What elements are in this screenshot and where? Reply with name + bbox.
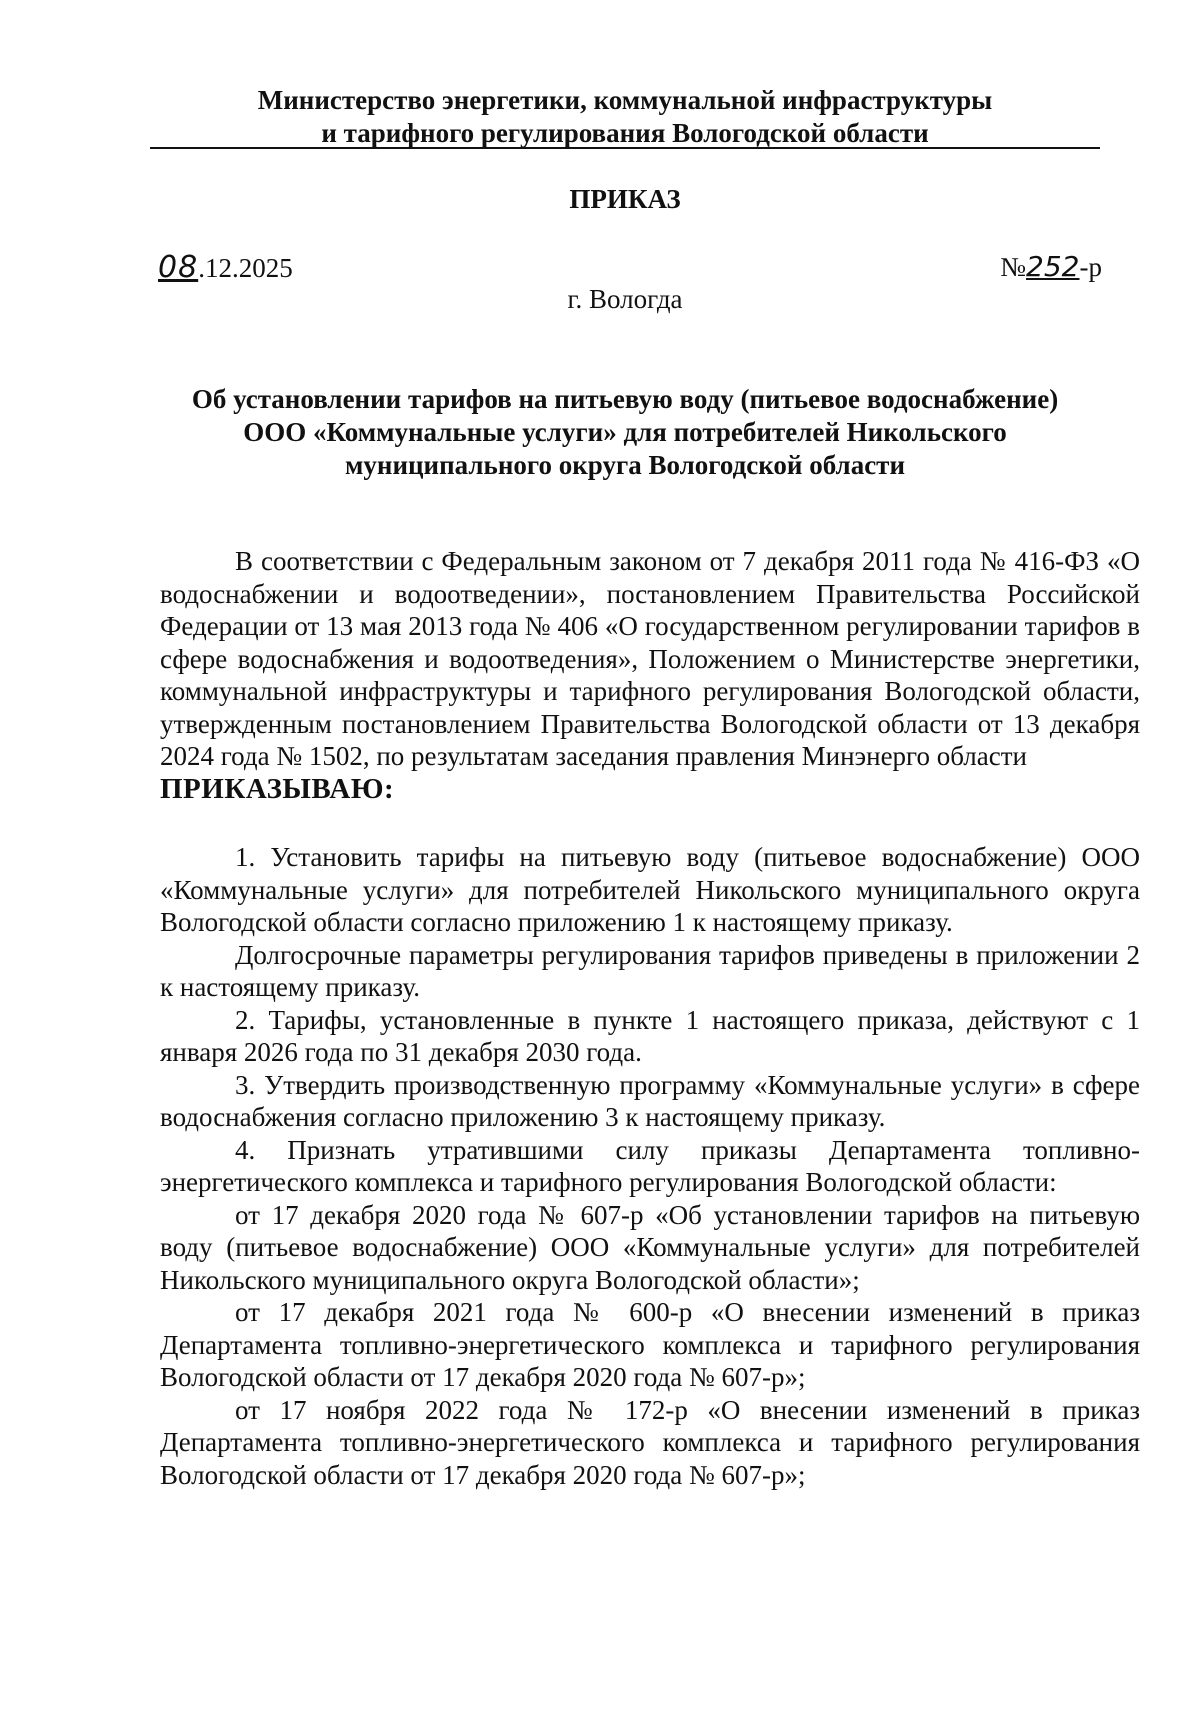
clause-paragraph: от 17 декабря 2021 года № 600-р «О внесении изменений в приказ Департамента топливно-энергетического комплекса и тарифного регулирования Вологодской области от 17 декабря 2020 года № 607-р»;: [160, 1297, 1140, 1392]
number-suffix: -р: [1079, 252, 1102, 282]
date-handwritten-day: 08: [158, 250, 199, 285]
organization-header: [150, 84, 1100, 150]
organization-name-line-1: Министерство энергетики, коммунальной инфраструктуры: [257, 85, 993, 115]
document-number: [1000, 250, 1102, 283]
number-handwritten: 252: [1026, 250, 1080, 283]
organization-name-line-2: и тарифного регулирования Вологодской области: [321, 118, 929, 148]
clause-paragraph: Долгосрочные параметры регулирования тарифов приведены в приложении 2 к настоящему приказу.: [160, 939, 1140, 1002]
order-word: ПРИКАЗЫВАЮ:: [160, 772, 395, 805]
preamble-paragraph: В соответствии с Федеральным законом от 7 декабря 2011 года № 416-ФЗ «О водоснабжении и водоотведении», постановлением Правительства Российской Федерации от 13 мая 2013 года № 406 «О государственном регулировании тарифов в сфере водоснабжения и водоотведения», Положением о Министерстве энергетики, коммунальной инфраструктуры и тарифного регулирования Вологодской области, утвержденным постановлением Правительства Вологодской области от 13 декабря 2024 года № 1502, по результатам заседания правления Минэнерго области: [160, 546, 1140, 771]
document-title: [170, 383, 1080, 482]
header-divider: [150, 147, 1100, 149]
title-line-2: ООО «Коммунальные услуги» для потребителей Никольского: [243, 417, 1007, 447]
title-line-3: муниципального округа Вологодской области: [345, 450, 905, 480]
document-date: [158, 250, 293, 285]
clause-paragraph: 2. Тарифы, установленные в пункте 1 настоящего приказа, действуют с 1 января 2026 года по 31 декабря 2030 года.: [160, 1004, 1140, 1067]
document-city: г. Вологда: [567, 284, 683, 314]
date-printed: .12.2025: [198, 253, 293, 283]
title-line-1: Об установлении тарифов на питьевую воду (питьевое водоснабжение): [191, 384, 1059, 414]
number-prefix: №: [1000, 252, 1027, 282]
document-type: ПРИКАЗ: [569, 184, 681, 214]
clause-paragraph: 4. Признать утратившими силу приказы Департамента топливно-энергетического комплекса и тарифного регулирования Вологодской области:: [160, 1134, 1140, 1197]
section-spacer: [160, 805, 1140, 841]
order-word-paragraph: [160, 773, 1140, 806]
clause-paragraph: от 17 ноября 2022 года № 172-р «О внесении изменений в приказ Департамента топливно-энергетического комплекса и тарифного регулирования Вологодской области от 17 декабря 2020 года № 607-р»;: [160, 1394, 1140, 1490]
clause-paragraph: 1. Установить тарифы на питьевую воду (питьевое водоснабжение) ООО «Коммунальные услуги» для потребителей Никольского муниципального округа Вологодской области согласно приложению 1 к настоящему приказу.: [160, 842, 1140, 937]
clause-paragraph: 3. Утвердить производственную программу «Коммунальные услуги» в сфере водоснабжения согласно приложению 3 к настоящему приказу.: [160, 1069, 1140, 1132]
document-body: [160, 545, 1140, 1491]
clause-paragraph: от 17 декабря 2020 года № 607-р «Об установлении тарифов на питьевую воду (питьевое водоснабжение) ООО «Коммунальные услуги» для потребителей Никольского муниципального округа Вологодской области»;: [160, 1199, 1140, 1295]
